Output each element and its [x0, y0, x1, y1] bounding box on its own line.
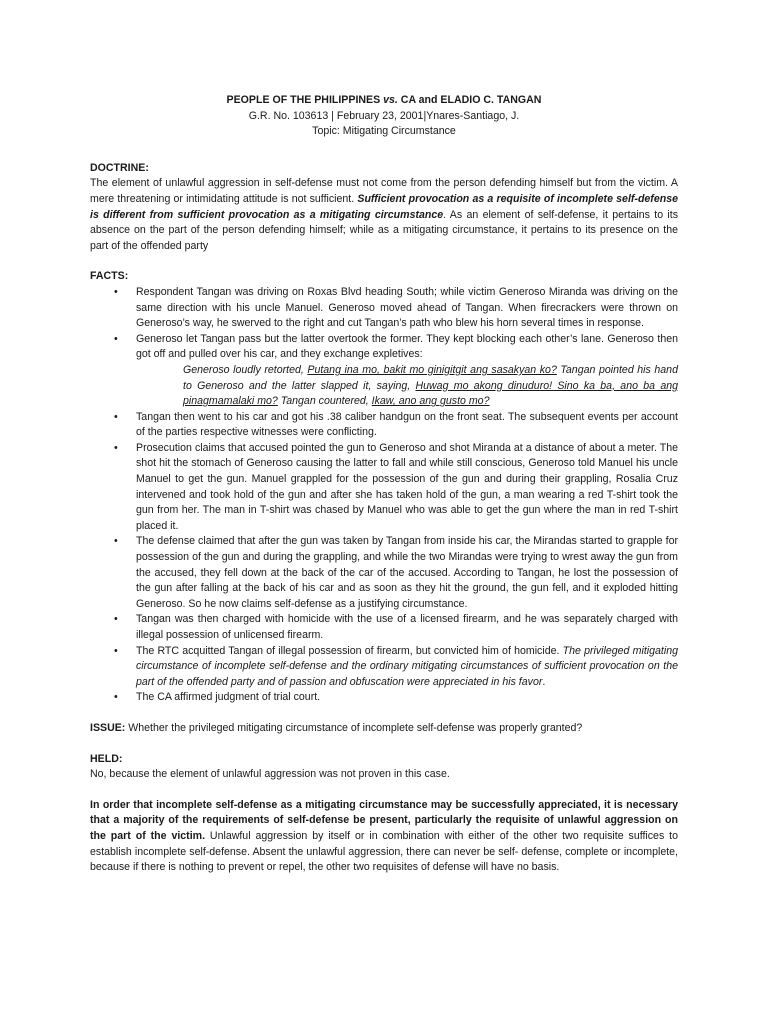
topic-line: Topic: Mitigating Circumstance: [312, 125, 456, 138]
list-item: [90, 534, 678, 612]
list-item: [90, 332, 678, 410]
exchange-quote: [183, 363, 678, 410]
list-item: [90, 690, 678, 706]
case-title: [90, 93, 678, 109]
gr-line: G.R. No. 103613 | February 23, 2001|Ynares-Santiago, J.: [248, 109, 520, 122]
doctrine-text: [90, 176, 678, 254]
bullet-icon: •: [114, 535, 118, 548]
title-post: CA and ELADIO C. TANGAN: [397, 94, 542, 106]
fact-text: The RTC acquitted Tangan of illegal possession of firearm, but convicted him of homicide.: [136, 644, 563, 657]
doctrine-heading: DOCTRINE:: [90, 161, 149, 174]
fact-text: Respondent Tangan was driving on Roxas Blvd heading South; while victim Generoso Miranda was driving on the same direction with his uncle Manuel. Generoso moved ahead of Tangan. When firecrackers were thrown on Generoso’s way, he swerved to the right and cut Tangan’s path who blew his horn several times in response.: [136, 285, 678, 330]
issue-section: [90, 721, 678, 737]
fact-text: The CA affirmed judgment of trial court.: [136, 691, 321, 704]
bullet-icon: •: [114, 613, 118, 626]
fact-text: Prosecution claims that accused pointed the gun to Generoso and shot Miranda at a distance of about a meter. The shot hit the stomach of Generoso causing the latter to fall and while still conscious, Generoso told Manuel his uncle Manuel to get the gun. Manuel grappled for the possession of the gun and during their grappling, Rosalia Cruz intervened and took hold of the gun and after she has taken hold of the gun, a man wearing a red T-shirt took the gun from her. The man in T-shirt was chased by Manuel who was able to get the gun where the man in red T-shirt placed it.: [136, 441, 678, 532]
bullet-icon: •: [114, 644, 118, 657]
bullet-icon: •: [114, 691, 118, 704]
facts-list: [90, 285, 678, 706]
bullet-icon: •: [114, 332, 118, 345]
fact-text: Tangan was then charged with homicide with the use of a licensed firearm, and he was separately charged with illegal possession of unlicensed firearm.: [136, 613, 678, 641]
title-vs: vs.: [383, 94, 398, 106]
doctrine-emphasis: Sufficient provocation as a requisite of incomplete self-defense is different from sufficient provocation as a mitigating circumstance: [90, 192, 678, 221]
facts-heading: FACTS:: [90, 270, 129, 283]
held-text: No, because the element of unlawful aggression was not proven in this case.: [90, 768, 450, 781]
doctrine-text-2: . As an element of self-defense, it pertains to its absence on the part of the person defending himself; while as a mitigating circumstance, it pertains to its presence on the part of the offended party: [90, 208, 679, 252]
list-item: [90, 644, 678, 691]
held-reasoning: [90, 798, 678, 876]
list-item: [90, 285, 678, 332]
rtc-end: .: [542, 675, 546, 688]
document-page: [90, 93, 678, 876]
fact-text: The defense claimed that after the gun was taken by Tangan from inside his car, the Mirandas started to grapple for possession of the gun and during the grappling, and while the two Mirandas were trying to wrest away the gun from the accused, they fell down at the back of the car of the accused. According to Tangan, he lost the possession of the gun after falling at the back of his car and as soon as they hit the ground, the gun fell, and it exploded hitting Generoso. So he now claims self-defense as a justifying circumstance.: [136, 535, 678, 610]
issue-heading: ISSUE:: [90, 721, 126, 734]
held-heading: HELD:: [90, 752, 123, 765]
held-section: [90, 752, 678, 876]
list-item: [90, 441, 678, 535]
bullet-icon: •: [114, 441, 118, 454]
facts-section: [90, 269, 678, 706]
title-pre: PEOPLE OF THE PHILIPPINES: [226, 94, 384, 106]
list-item: [90, 612, 678, 643]
issue-text: [90, 721, 678, 737]
fact-text: Tangan then went to his car and got his .38 caliber handgun on the front seat. The subsequent events per account of the parties respective witnesses were conflicting.: [136, 410, 678, 439]
doctrine-section: [90, 161, 678, 255]
rtc-italic-text: The privileged mitigating circumstance of incomplete self-defense and the ordinary mitigating circumstances of sufficient provocation on the part of the offended party and of passion and obfuscation were appreciated in his favor: [136, 644, 678, 688]
held-rest-text: Unlawful aggression by itself or in combination with either of the other two requisite suffices to establish incomplete self-defense. Absent the unlawful aggression, there can never be self- defense, complete or incomplete, because if there is nothing to prevent or repel, the other two requisites of defense will have no basis.: [90, 829, 678, 874]
held-bold-text: In order that incomplete self-defense as a mitigating circumstance may be successfully appreciated, it is necessary that a majority of the requirements of self-defense be present, particularly the requisite of unlawful aggression on the part of the victim.: [90, 798, 678, 842]
fact-text: Generoso let Tangan pass but the latter overtook the former. They kept blocking each other’s lane. Generoso then got off and pulled over his car, and they exchange expletives:: [136, 332, 678, 361]
issue-body: Whether the privileged mitigating circumstance of incomplete self-defense was properly granted?: [125, 721, 583, 734]
doctrine-text-1: The element of unlawful aggression in self-defense must not come from the person defending himself but from the victim. A mere threatening or intimidating attitude is not sufficient.: [90, 177, 678, 205]
bullet-icon: •: [114, 410, 118, 423]
list-item: [90, 410, 678, 441]
quote-part: Putang ina mo, bakit mo ginigitgit ang sasakyan ko?: [307, 363, 557, 376]
quote-part: Tangan countered,: [277, 395, 372, 408]
quote-part: Ikaw, ano ang gusto mo?: [371, 395, 490, 408]
bullet-icon: •: [114, 285, 118, 298]
quote-part: Huwag mo akong dinuduro! Sino ka ba, ano ba ang pinagmamalaki mo?: [183, 379, 678, 408]
case-title-block: [90, 93, 678, 140]
quote-part: Generoso loudly retorted,: [183, 363, 308, 376]
quote-part: Tangan pointed his hand to Generoso and the latter slapped it, saying,: [183, 363, 678, 392]
